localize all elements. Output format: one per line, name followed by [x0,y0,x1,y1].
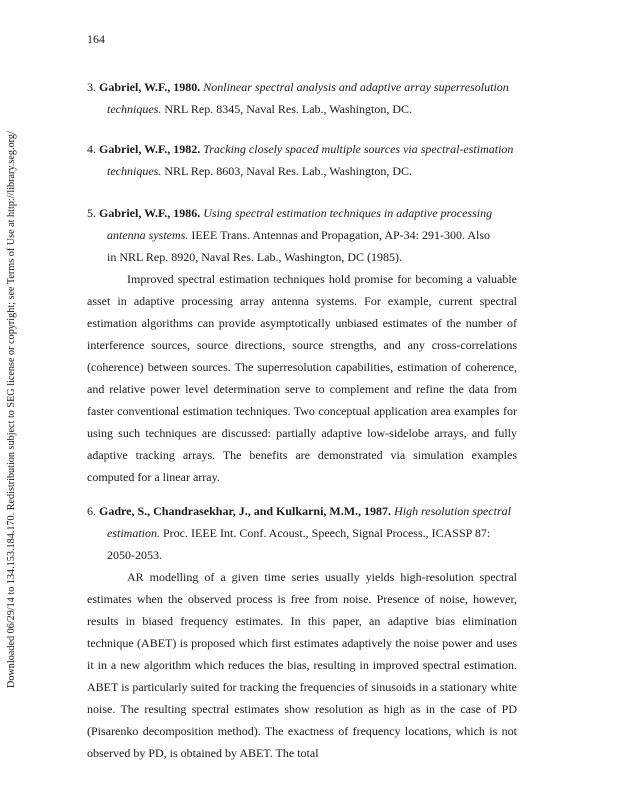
abstract-6 [87,566,517,764]
reference-3 [87,76,517,120]
reference-4 [87,138,517,182]
download-notice-text: Downloaded 06/29/14 to 134.153.184.170. Redistribution subject to SEG license or copyright; see Terms of Use at http://library.seg.org/ [6,131,17,688]
ref-title-cont: techniques. [107,164,162,178]
abstract-text: AR modelling of a given time series usually yields high-resolution spectral estimates when the observed process is free from noise. Presence of noise, however, results in biased frequency estimates. In this paper, an adaptive bias elimination technique (ABET) is proposed which first estimates adaptively the noise power and uses it in a new algorithm which reduces the bias, resulting in improved spectral estimation. ABET is particularly suited for tracking the frequencies of sinusoids in a stationary white noise. The resulting spectral estimates show resolution as high as in the case of PD (Pisarenko decomposition method). The exactness of frequency locations, which is not observed by PD, is obtained by ABET. The total [87,570,517,760]
ref-source: Proc. IEEE Int. Conf. Acoust., Speech, Signal Process., ICASSP 87: [160,526,491,540]
ref-number: 5. [87,206,96,220]
ref-title-cont: antenna systems. [107,228,189,242]
ref-source-cont: 2050-2053. [107,548,162,562]
ref-number: 3. [87,80,96,94]
ref-source: IEEE Trans. Antennas and Propagation, AP-34: 291-300. Also [188,228,490,242]
reference-6 [87,500,517,566]
ref-title: Nonlinear spectral analysis and adaptive array superresolution [203,80,509,94]
ref-title-cont: estimation. [107,526,160,540]
ref-number: 4. [87,142,96,156]
abstract-5 [87,268,517,488]
ref-number: 6. [87,504,96,518]
ref-source: NRL Rep. 8345, Naval Res. Lab., Washington, DC. [161,102,413,116]
ref-authors: Gabriel, W.F., 1986. [99,206,201,220]
ref-authors: Gadre, S., Chandrasekhar, J., and Kulkarni, M.M., 1987. [99,504,392,518]
ref-title: Using spectral estimation techniques in adaptive processing [203,206,493,220]
ref-authors: Gabriel, W.F., 1980. [99,80,201,94]
page-number: 164 [87,32,105,46]
download-notice [6,123,18,688]
abstract-text: Improved spectral estimation techniques hold promise for becoming a valuable asset in adaptive processing array antenna systems. For example, current spectral estimation algorithms can provide asymptotically unbiased estimates of the number of interference sources, source directions, source strengths, and any cross-correlations (coherence) between sources. The superresolution capabilities, estimation of coherence, and relative power level determination serve to complement and refine the data from faster conventional estimation techniques. Two conceptual application area examples for using such techniques are discussed: partially adaptive low-sidelobe arrays, and fully adaptive tracking arrays. The benefits are demonstrated via simulation examples computed for a linear array. [87,272,517,484]
reference-5 [87,202,517,268]
ref-source-cont: in NRL Rep. 8920, Naval Res. Lab., Washington, DC (1985). [107,250,403,264]
ref-title-cont: techniques. [107,102,162,116]
ref-title: Tracking closely spaced multiple sources via spectral-estimation [203,142,514,156]
ref-authors: Gabriel, W.F., 1982. [99,142,201,156]
ref-title: High resolution spectral [394,504,511,518]
ref-source: NRL Rep. 8603, Naval Res. Lab., Washington, DC. [161,164,413,178]
